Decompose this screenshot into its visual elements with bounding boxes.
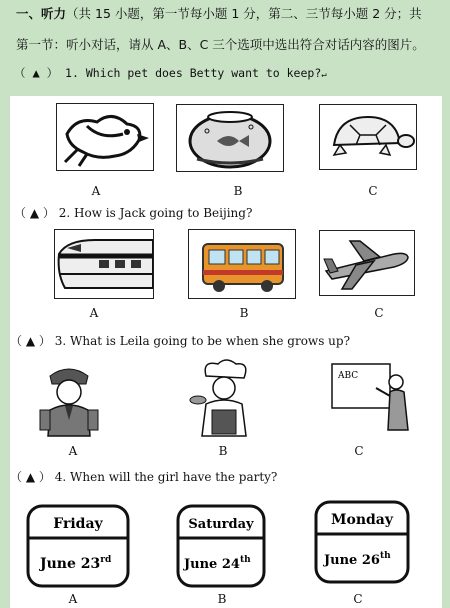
- option-4b-calendar[interactable]: [176, 504, 266, 588]
- calendar-date: June 24th: [184, 555, 251, 572]
- option-2b-bus[interactable]: [188, 229, 296, 299]
- fishbowl-icon: [177, 105, 283, 171]
- option-3b-cook[interactable]: [184, 356, 264, 438]
- calendar-card-icon: [26, 504, 130, 588]
- option-2c-plane[interactable]: [319, 230, 415, 296]
- section-header: [16, 4, 422, 22]
- question-2-text: How is Jack going to Beijing?: [74, 206, 253, 220]
- option-2a-train[interactable]: [54, 229, 154, 299]
- option-label-4c: C: [353, 592, 363, 606]
- option-label-4a: A: [68, 592, 78, 606]
- calendar-card-icon: [314, 500, 410, 584]
- option-label-3b: B: [218, 444, 228, 458]
- calendar-day: Friday: [53, 516, 103, 532]
- turtle-icon: [320, 105, 416, 169]
- option-3c-teacher[interactable]: [330, 360, 412, 436]
- answer-marker-4[interactable]: ▲: [25, 470, 36, 484]
- option-4c-calendar[interactable]: [314, 500, 410, 584]
- option-1c-turtle[interactable]: [319, 104, 417, 170]
- option-label-1a: A: [91, 184, 101, 198]
- answer-marker-2[interactable]: ▲: [29, 206, 40, 220]
- option-label-3a: A: [68, 444, 78, 458]
- question-4: （ ▲ ） 4. When will the girl have the party?: [10, 470, 278, 484]
- calendar-day: Saturday: [188, 517, 254, 532]
- option-4a-calendar[interactable]: [26, 504, 130, 588]
- section-title: 一、听力: [16, 6, 67, 21]
- question-3-text: What is Leila going to be when she grows up?: [70, 334, 351, 348]
- option-label-2a: A: [89, 306, 99, 320]
- answer-marker-3[interactable]: ▲: [25, 334, 36, 348]
- option-3a-police[interactable]: [32, 360, 106, 438]
- option-label-2b: B: [239, 306, 249, 320]
- train-icon: [55, 230, 153, 298]
- question-3: （ ▲ ） 3. What is Leila going to be when she grows up?: [10, 334, 351, 348]
- question-4-text: When will the girl have the party?: [70, 470, 278, 484]
- option-label-3c: C: [354, 444, 364, 458]
- question-1: （ ▲ ） 1. Which pet does Betty want to keep?↵: [14, 66, 327, 80]
- bus-icon: [189, 230, 295, 298]
- calendar-card-icon: [176, 504, 266, 588]
- option-1b-fishbowl[interactable]: [176, 104, 284, 172]
- option-label-1b: B: [233, 184, 243, 198]
- option-1a-bird[interactable]: [56, 103, 154, 171]
- option-label-1c: C: [368, 184, 378, 198]
- calendar-date: June 23rd: [40, 555, 112, 572]
- police-officer-icon: [32, 360, 106, 438]
- part1-instruction: 第一节：听小对话，请从 A、B、C 三个选项中选出符合对话内容的图片。: [16, 37, 425, 52]
- question-1-text: Which pet does Betty want to keep?: [85, 66, 322, 80]
- calendar-day: Monday: [330, 512, 394, 528]
- blackboard-text: ABC: [338, 371, 359, 381]
- option-label-4b: B: [217, 592, 227, 606]
- teacher-icon: [330, 360, 412, 436]
- cook-icon: [184, 356, 264, 438]
- question-2: （ ▲ ） 2. How is Jack going to Beijing?: [14, 206, 253, 220]
- calendar-date: June 26th: [324, 551, 391, 568]
- section-note: （共 15 小题，第一节每小题 1 分，第二、三节每小题 2 分；共: [66, 6, 422, 21]
- bird-icon: [57, 104, 153, 170]
- answer-marker-1[interactable]: ▲: [32, 66, 40, 80]
- plane-icon: [320, 231, 414, 295]
- option-label-2c: C: [374, 306, 384, 320]
